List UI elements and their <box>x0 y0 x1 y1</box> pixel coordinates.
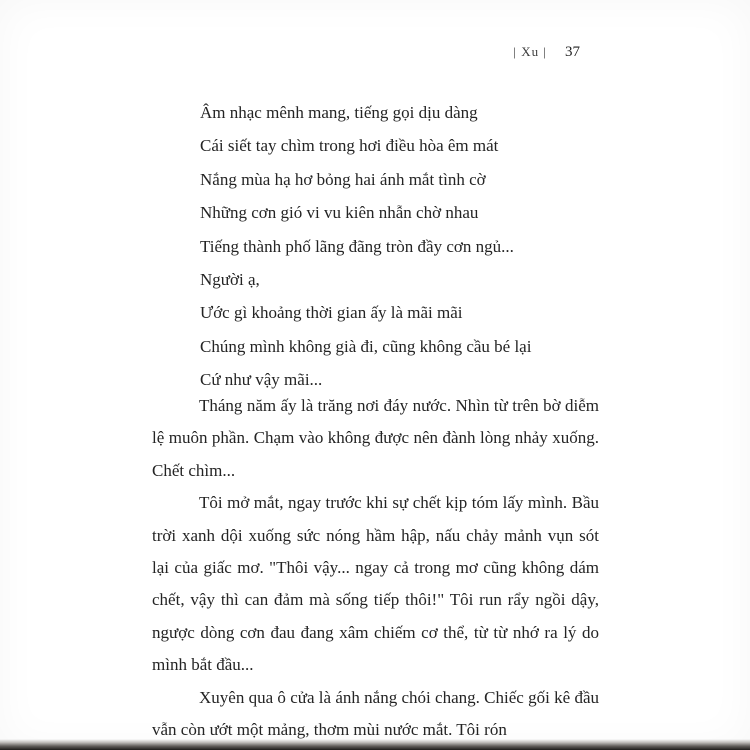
poem-line: Chúng mình không già đi, cũng không cầu bé lại <box>200 336 532 356</box>
poem-line: Nắng mùa hạ hơ bỏng hai ánh mắt tình cờ <box>200 169 486 189</box>
poem-line: Âm nhạc mênh mang, tiếng gọi dịu dàng <box>200 103 478 122</box>
paragraph: Xuyên qua ô cửa là ánh nắng chói chang. Chiếc gối kê đầu vẫn còn ướt một mảng, thơm mùi nước mắt. Tôi rón <box>152 687 599 740</box>
prose-block <box>152 390 599 746</box>
page-bottom-edge <box>0 739 750 750</box>
poem-line: Cứ như vậy mãi... <box>200 370 323 390</box>
poem-line: Cái siết tay chìm trong hơi điều hòa êm mát <box>200 136 499 156</box>
poem-line: Ước gì khoảng thời gian ấy là mãi mãi <box>200 303 463 323</box>
poem-block <box>200 96 620 397</box>
poem-line: Người ạ, <box>200 270 260 290</box>
paragraph: Tôi mở mắt, ngay trước khi sự chết kịp tóm lấy mình. Bầu trời xanh dội xuống sức nóng hầm hập, nấu chảy mảnh vụn sót lại của giấc mơ. "Thôi vậy... ngay cả trong mơ cũng không dám chết, vậy thì can đảm mà sống tiếp thôi!" Tôi run rẩy ngồi dậy, ngược dòng cơn đau đang xâm chiếm cơ thể, từ từ nhớ ra lý do mình bắt đầu... <box>152 493 599 675</box>
running-header <box>0 44 580 61</box>
poem-line: Những cơn gió vi vu kiên nhẫn chờ nhau <box>200 203 479 223</box>
running-header-section-title: | Xu | <box>513 44 547 59</box>
page-number: 37 <box>565 44 580 60</box>
poem-line: Tiếng thành phố lãng đãng tròn đầy cơn ngủ... <box>200 236 514 256</box>
paragraph: Tháng năm ấy là trăng nơi đáy nước. Nhìn từ trên bờ diễm lệ muôn phần. Chạm vào không được nên đành lòng nhảy xuống. Chết chìm... <box>152 396 599 480</box>
